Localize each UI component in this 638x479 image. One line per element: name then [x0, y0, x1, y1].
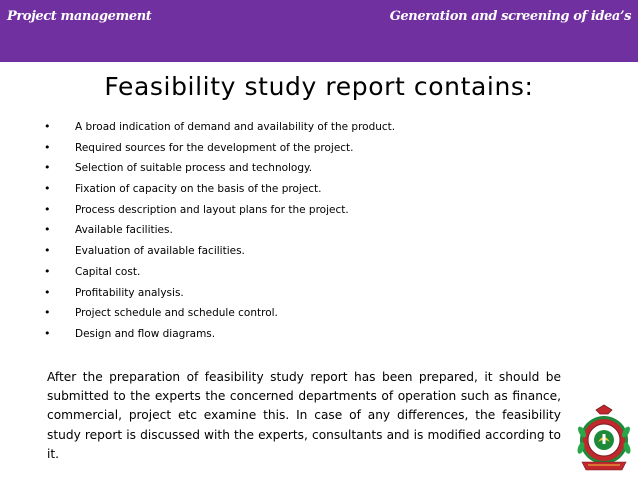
bullet-item: [44, 138, 395, 159]
bullet-dot-icon: •: [44, 306, 51, 320]
bullet-dot-icon: •: [44, 140, 51, 154]
bullet-dot-icon: •: [44, 326, 51, 340]
slide-title: Feasibility study report contains:: [104, 72, 534, 101]
bullet-list: [44, 117, 395, 345]
bullet-item: [44, 303, 395, 324]
bullet-dot-icon: •: [44, 182, 51, 196]
institution-emblem-icon: [574, 404, 634, 476]
bullet-item: [44, 117, 395, 138]
bullet-item: [44, 283, 395, 304]
bullet-text: A broad indication of demand and availability of the product.: [75, 121, 396, 133]
header-right-title: Generation and screening of idea’s: [389, 9, 631, 24]
bullet-item: [44, 200, 395, 221]
bullet-text: Fixation of capacity on the basis of the project.: [75, 183, 322, 196]
bullet-text: Available facilities.: [75, 224, 173, 237]
header-left-title: Project management: [7, 9, 152, 24]
body-paragraph: After the preparation of feasibility study report has been prepared, it should be submitted to the experts the concerned departments of operation such as finance, commercial, project etc examine this. In case of any differences, the feasibility study report is discussed with the experts, consultants and is modified according to it.: [47, 370, 561, 461]
bullet-item: [44, 158, 395, 179]
bullet-text: Design and flow diagrams.: [75, 327, 216, 340]
bullet-text: Capital cost.: [75, 265, 141, 278]
bullet-item: [44, 262, 395, 283]
bullet-item: [44, 241, 395, 262]
bullet-item: [44, 179, 395, 200]
bullet-text: Process description and layout plans for the project.: [75, 203, 349, 216]
bullet-dot-icon: •: [44, 264, 51, 278]
bullet-dot-icon: •: [44, 223, 51, 237]
bullet-dot-icon: •: [44, 161, 51, 175]
bullet-dot-icon: •: [44, 120, 51, 133]
bullet-dot-icon: •: [44, 244, 51, 258]
header-bar: [0, 0, 638, 62]
bullet-item: [44, 324, 395, 345]
bullet-item: [44, 220, 395, 241]
bullet-text: Evaluation of available facilities.: [75, 245, 245, 258]
bullet-text: Selection of suitable process and technology.: [75, 162, 313, 175]
bullet-text: Required sources for the development of the project.: [75, 141, 354, 154]
bullet-dot-icon: •: [44, 202, 51, 216]
bullet-dot-icon: •: [44, 285, 51, 299]
bullet-text: Project schedule and schedule control.: [75, 307, 278, 320]
bullet-text: Profitability analysis.: [75, 286, 184, 299]
